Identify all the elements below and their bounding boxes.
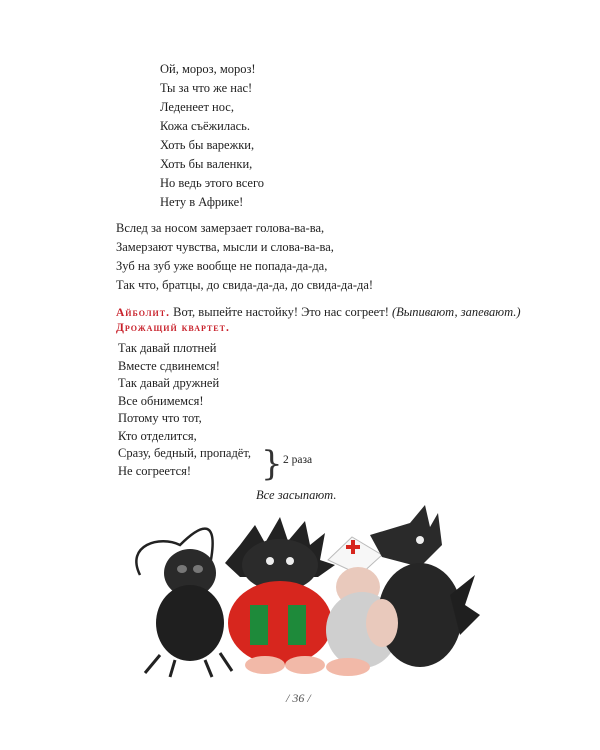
verse-line: Так что, братцы, до свида-да-да, до свида-да-да! — [116, 278, 374, 292]
stage-direction: (Выпивают, запевают.) — [391, 305, 521, 319]
monkey-figure — [136, 529, 232, 677]
hedgehog-figure — [225, 517, 335, 674]
verse-line: Вместе сдвинемся! — [118, 358, 220, 373]
verse-line: Потому что тот, — [118, 411, 202, 425]
verse-line: Кто отделится, — [118, 428, 197, 443]
verse-line: Кожа съёжилась. — [160, 119, 251, 133]
verse-line: Леденеет нос, — [160, 100, 234, 114]
verse-line: Все обнимемся! — [118, 393, 204, 408]
page-number: / 36 / — [286, 691, 311, 705]
poem-stanza-2 — [116, 219, 373, 295]
verse-line: Замерзают чувства, мысли и слова-ва-ва, — [116, 240, 334, 254]
verse-line: Так давай плотней — [118, 341, 217, 355]
illustration-characters — [120, 505, 480, 680]
dialogue-text: Вот, выпейте настойку! Это нас согреет! — [169, 305, 392, 319]
dialogue-line — [116, 305, 521, 320]
verse-line: Вслед за носом замерзает голова-ва-ва, — [116, 221, 325, 235]
verse-line: Но ведь этого всего — [160, 176, 265, 190]
verse-line: Сразу, бедный, пропадёт, — [118, 446, 252, 460]
speaker-name-quartet: Дрожащий квартет. — [116, 322, 230, 334]
speaker-name: Айболит. — [116, 307, 170, 319]
verse-line: Нету в Африке! — [160, 195, 244, 209]
brace-icon: } — [261, 444, 283, 484]
wolf-figure — [366, 505, 480, 667]
repeat-note: 2 раза — [283, 454, 313, 466]
verse-line: Хоть бы варежки, — [160, 138, 255, 152]
verse-line: Хоть бы валенки, — [160, 157, 253, 171]
verse-line: Зуб на зуб уже вообще не попада-да-да, — [116, 259, 328, 273]
song-lyrics — [118, 340, 251, 480]
stage-direction-sleep: Все засыпают. — [256, 488, 337, 502]
poem-stanza-1 — [160, 60, 264, 212]
verse-line: Ой, мороз, мороз! — [160, 62, 256, 76]
verse-line: Так давай дружней — [118, 376, 220, 390]
verse-line: Не согреется! — [118, 463, 192, 478]
verse-line: Ты за что же нас! — [160, 81, 253, 95]
